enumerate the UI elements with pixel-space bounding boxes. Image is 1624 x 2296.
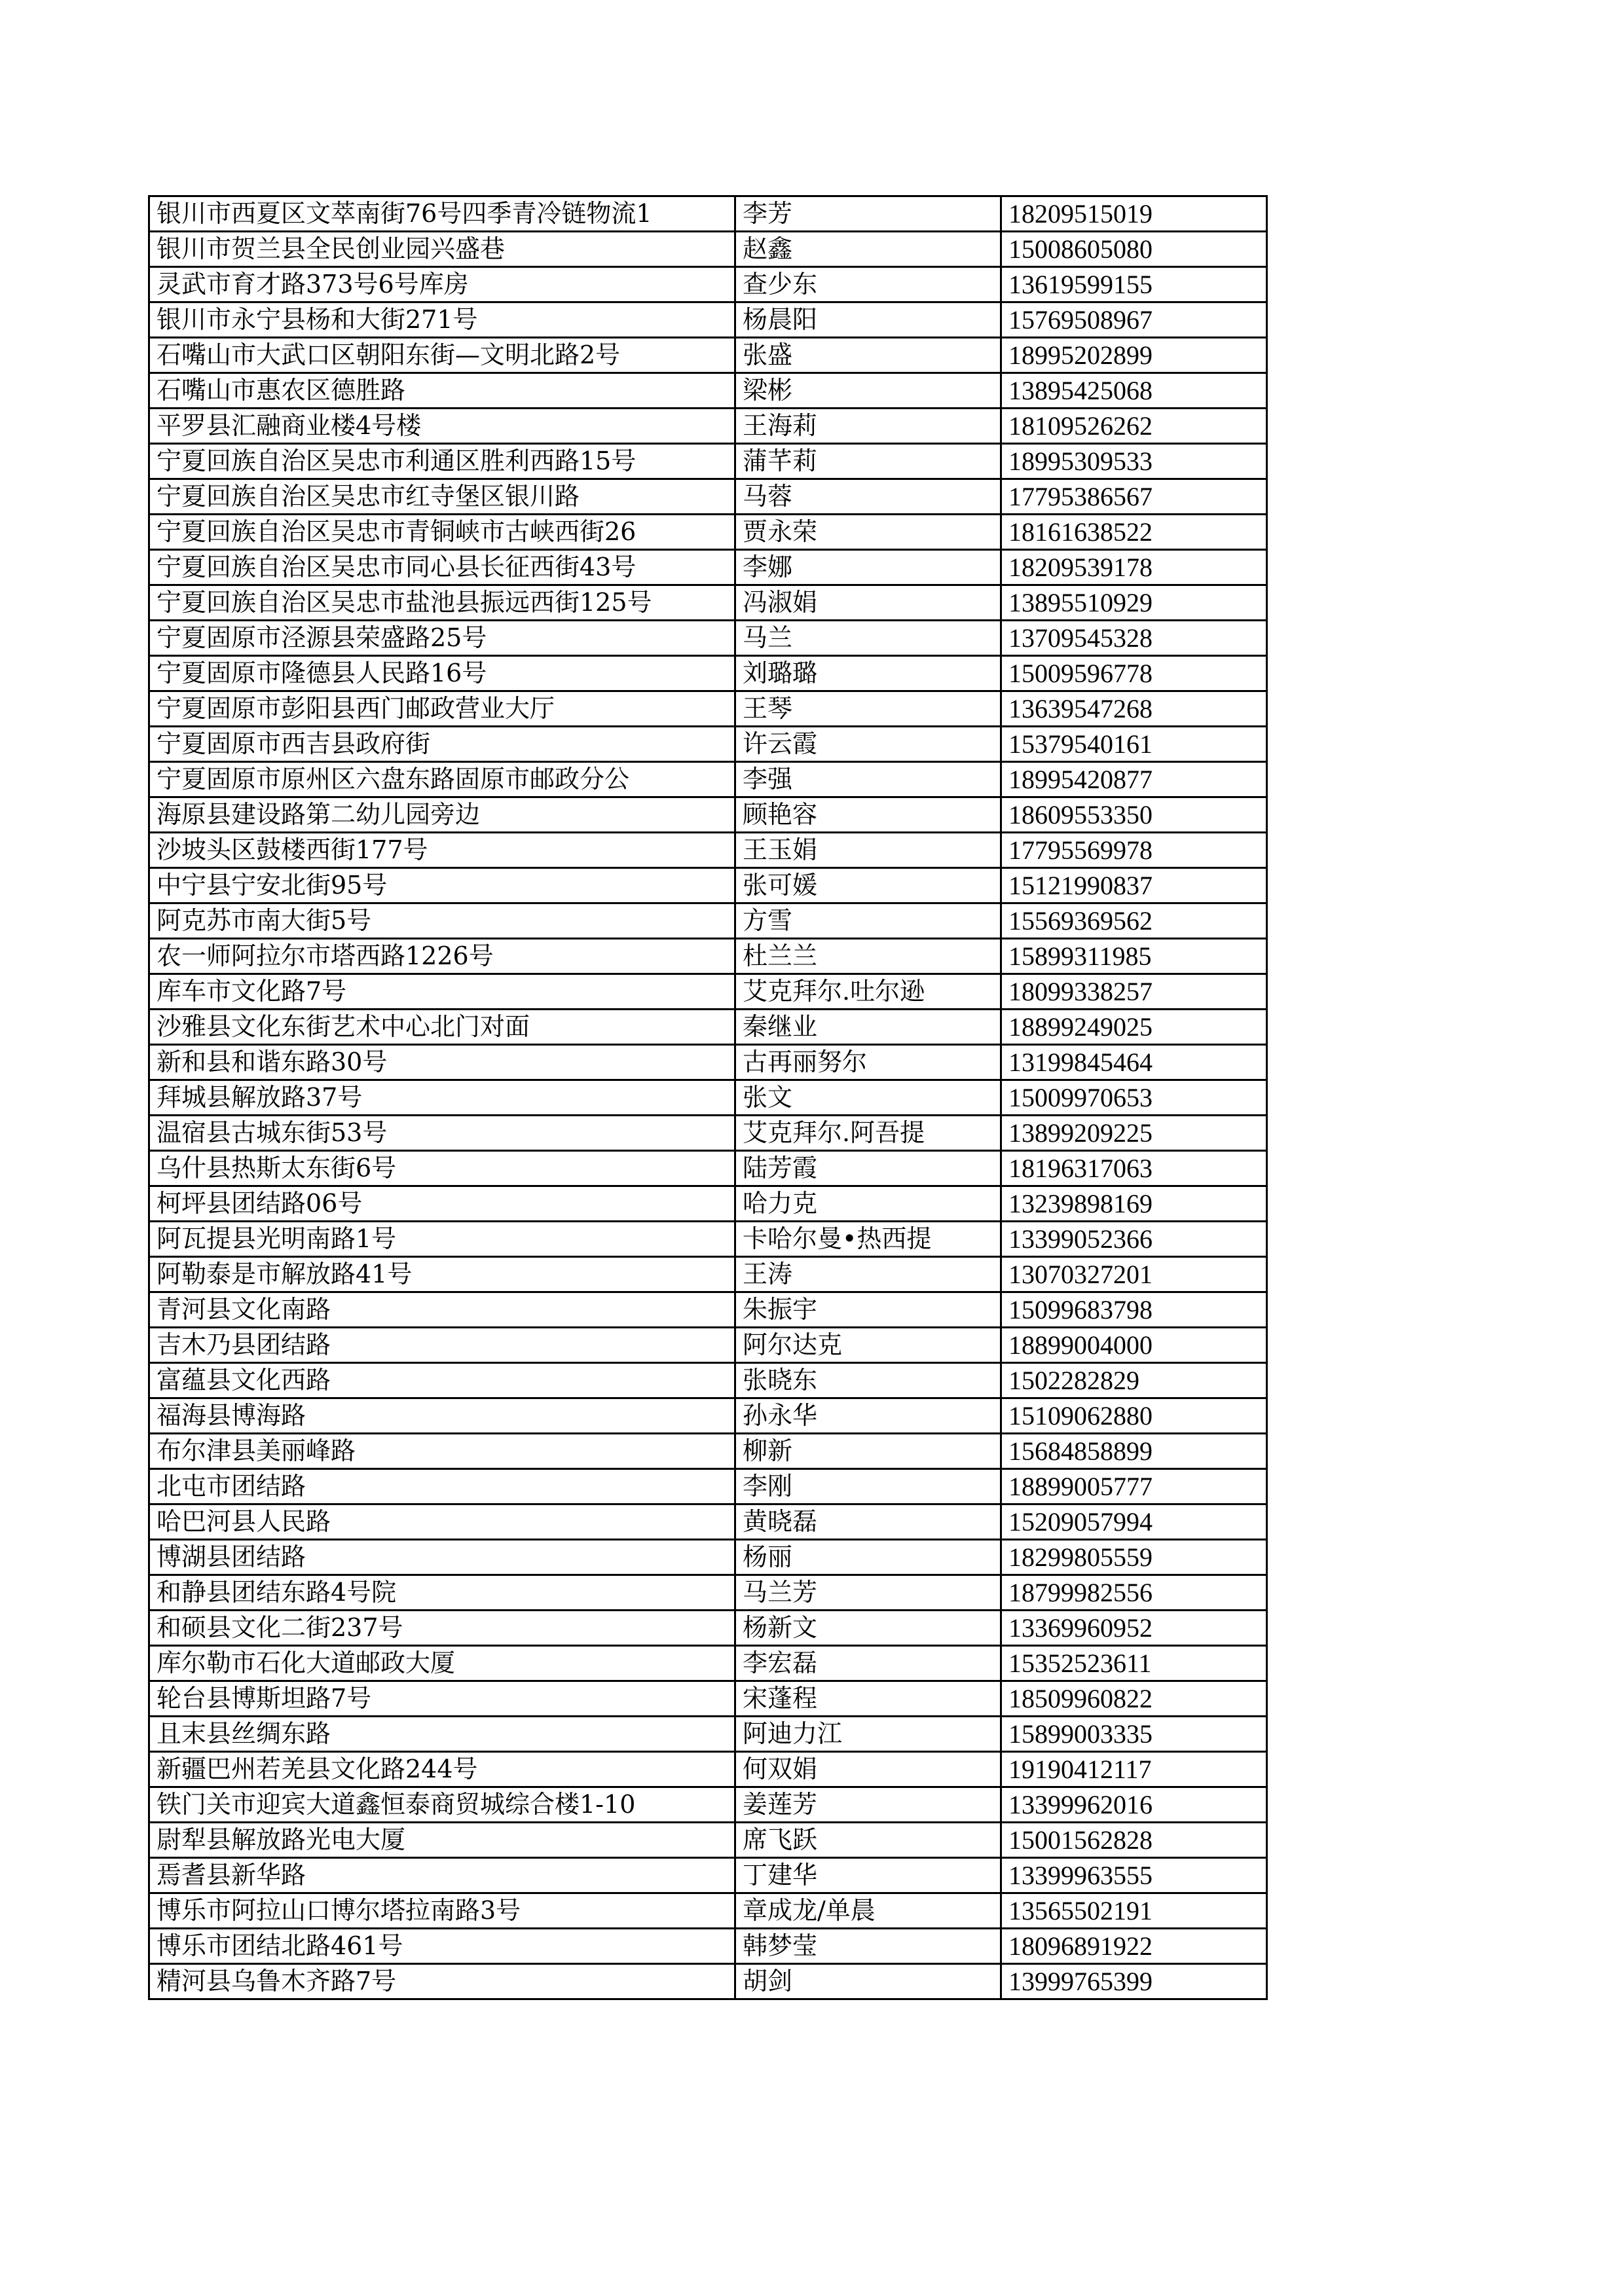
phone-cell: 13369960952 — [1001, 1611, 1267, 1646]
contact-name-cell: 蒲芊莉 — [735, 444, 1001, 479]
table-row — [149, 1186, 1267, 1222]
phone-cell: 15352523611 — [1001, 1646, 1267, 1681]
address-cell: 海原县建设路第二幼儿园旁边 — [149, 797, 735, 833]
contact-name-cell: 王海莉 — [735, 409, 1001, 444]
address-cell: 灵武市育才路373号6号库房 — [149, 267, 735, 302]
phone-cell: 15001562828 — [1001, 1823, 1267, 1858]
phone-cell: 18161638522 — [1001, 515, 1267, 550]
table-row — [149, 1646, 1267, 1681]
address-cell: 富蕴县文化西路 — [149, 1363, 735, 1398]
table-row — [149, 1929, 1267, 1964]
phone-cell: 15008605080 — [1001, 232, 1267, 267]
contact-name-cell: 姜莲芳 — [735, 1787, 1001, 1823]
table-row — [149, 797, 1267, 833]
table-row — [149, 1363, 1267, 1398]
phone-cell: 15899003335 — [1001, 1717, 1267, 1752]
table-row — [149, 727, 1267, 762]
address-cell: 温宿县古城东街53号 — [149, 1116, 735, 1151]
contact-name-cell: 马兰 — [735, 621, 1001, 656]
contact-name-cell: 赵鑫 — [735, 232, 1001, 267]
table-row — [149, 656, 1267, 691]
contact-name-cell: 张文 — [735, 1080, 1001, 1116]
address-cell: 吉木乃县团结路 — [149, 1328, 735, 1363]
contact-name-cell: 杨丽 — [735, 1540, 1001, 1575]
address-cell: 青河县文化南路 — [149, 1292, 735, 1328]
phone-cell: 13399963555 — [1001, 1858, 1267, 1893]
address-cell: 宁夏固原市原州区六盘东路固原市邮政分公 — [149, 762, 735, 797]
address-cell: 宁夏回族自治区吴忠市盐池县振远西街125号 — [149, 585, 735, 621]
table-row — [149, 373, 1267, 409]
contact-name-cell: 何双娟 — [735, 1752, 1001, 1787]
phone-cell: 18899249025 — [1001, 1010, 1267, 1045]
address-cell: 银川市永宁县杨和大街271号 — [149, 302, 735, 338]
address-cell: 阿勒泰是市解放路41号 — [149, 1257, 735, 1292]
address-cell: 新和县和谐东路30号 — [149, 1045, 735, 1080]
table-row — [149, 691, 1267, 727]
table-row — [149, 338, 1267, 373]
address-cell: 沙坡头区鼓楼西街177号 — [149, 833, 735, 868]
phone-cell: 18096891922 — [1001, 1929, 1267, 1964]
phone-cell: 18509960822 — [1001, 1681, 1267, 1717]
table-row — [149, 974, 1267, 1010]
address-cell: 柯坪县团结路06号 — [149, 1186, 735, 1222]
table-row — [149, 1964, 1267, 1999]
phone-cell: 18899005777 — [1001, 1469, 1267, 1504]
table-row — [149, 1292, 1267, 1328]
contact-name-cell: 李娜 — [735, 550, 1001, 585]
phone-cell: 15379540161 — [1001, 727, 1267, 762]
table-row — [149, 1328, 1267, 1363]
table-row — [149, 267, 1267, 302]
table-row — [149, 1681, 1267, 1717]
address-cell: 乌什县热斯太东街6号 — [149, 1151, 735, 1186]
phone-cell: 13895510929 — [1001, 585, 1267, 621]
table-row — [149, 1434, 1267, 1469]
address-cell: 精河县乌鲁木齐路7号 — [149, 1964, 735, 1999]
phone-cell: 18995309533 — [1001, 444, 1267, 479]
contact-table — [148, 195, 1268, 2000]
contact-name-cell: 哈力克 — [735, 1186, 1001, 1222]
phone-cell: 15209057994 — [1001, 1504, 1267, 1540]
phone-cell: 18209539178 — [1001, 550, 1267, 585]
table-row — [149, 1823, 1267, 1858]
phone-cell: 15109062880 — [1001, 1398, 1267, 1434]
phone-cell: 13399052366 — [1001, 1222, 1267, 1257]
contact-name-cell: 章成龙/单晨 — [735, 1893, 1001, 1929]
contact-name-cell: 朱振宇 — [735, 1292, 1001, 1328]
contact-name-cell: 梁彬 — [735, 373, 1001, 409]
table-row — [149, 1222, 1267, 1257]
phone-cell: 13639547268 — [1001, 691, 1267, 727]
contact-name-cell: 秦继业 — [735, 1010, 1001, 1045]
address-cell: 新疆巴州若羌县文化路244号 — [149, 1752, 735, 1787]
phone-cell: 13895425068 — [1001, 373, 1267, 409]
contact-name-cell: 王涛 — [735, 1257, 1001, 1292]
table-row — [149, 1398, 1267, 1434]
address-cell: 宁夏固原市泾源县荣盛路25号 — [149, 621, 735, 656]
table-row — [149, 868, 1267, 903]
phone-cell: 13709545328 — [1001, 621, 1267, 656]
address-cell: 铁门关市迎宾大道鑫恒泰商贸城综合楼1-10 — [149, 1787, 735, 1823]
phone-cell: 15099683798 — [1001, 1292, 1267, 1328]
phone-cell: 13070327201 — [1001, 1257, 1267, 1292]
phone-cell: 18299805559 — [1001, 1540, 1267, 1575]
address-cell: 和静县团结东路4号院 — [149, 1575, 735, 1611]
table-row — [149, 232, 1267, 267]
phone-cell: 15121990837 — [1001, 868, 1267, 903]
phone-cell: 18209515019 — [1001, 196, 1267, 232]
address-cell: 轮台县博斯坦路7号 — [149, 1681, 735, 1717]
phone-cell: 13899209225 — [1001, 1116, 1267, 1151]
phone-cell: 18609553350 — [1001, 797, 1267, 833]
contact-name-cell: 阿迪力江 — [735, 1717, 1001, 1752]
phone-cell: 18099338257 — [1001, 974, 1267, 1010]
contact-name-cell: 冯淑娟 — [735, 585, 1001, 621]
table-row — [149, 903, 1267, 939]
phone-cell: 18995202899 — [1001, 338, 1267, 373]
address-cell: 博乐市团结北路461号 — [149, 1929, 735, 1964]
phone-cell: 18109526262 — [1001, 409, 1267, 444]
address-cell: 银川市西夏区文萃南街76号四季青冷链物流1 — [149, 196, 735, 232]
phone-cell: 1502282829 — [1001, 1363, 1267, 1398]
table-row — [149, 1504, 1267, 1540]
contact-name-cell: 李强 — [735, 762, 1001, 797]
contact-name-cell: 阿尔达克 — [735, 1328, 1001, 1363]
phone-cell: 19190412117 — [1001, 1752, 1267, 1787]
address-cell: 布尔津县美丽峰路 — [149, 1434, 735, 1469]
table-row — [149, 939, 1267, 974]
table-row — [149, 1080, 1267, 1116]
phone-cell: 15569369562 — [1001, 903, 1267, 939]
contact-name-cell: 古再丽努尔 — [735, 1045, 1001, 1080]
contact-name-cell: 陆芳霞 — [735, 1151, 1001, 1186]
address-cell: 宁夏固原市西吉县政府街 — [149, 727, 735, 762]
contact-name-cell: 李刚 — [735, 1469, 1001, 1504]
table-row — [149, 1010, 1267, 1045]
table-row — [149, 1752, 1267, 1787]
table-row — [149, 196, 1267, 232]
table-row — [149, 1540, 1267, 1575]
table-row — [149, 1575, 1267, 1611]
table-row — [149, 1717, 1267, 1752]
address-cell: 宁夏回族自治区吴忠市同心县长征西街43号 — [149, 550, 735, 585]
phone-cell: 18899004000 — [1001, 1328, 1267, 1363]
contact-name-cell: 丁建华 — [735, 1858, 1001, 1893]
contact-name-cell: 艾克拜尔.吐尔逊 — [735, 974, 1001, 1010]
contact-name-cell: 宋蓬程 — [735, 1681, 1001, 1717]
contact-name-cell: 杜兰兰 — [735, 939, 1001, 974]
contact-name-cell: 黄晓磊 — [735, 1504, 1001, 1540]
address-cell: 库车市文化路7号 — [149, 974, 735, 1010]
contact-name-cell: 韩梦莹 — [735, 1929, 1001, 1964]
contact-name-cell: 查少东 — [735, 267, 1001, 302]
address-cell: 农一师阿拉尔市塔西路1226号 — [149, 939, 735, 974]
address-cell: 宁夏固原市隆德县人民路16号 — [149, 656, 735, 691]
table-row — [149, 409, 1267, 444]
address-cell: 尉犁县解放路光电大厦 — [149, 1823, 735, 1858]
address-cell: 平罗县汇融商业楼4号楼 — [149, 409, 735, 444]
table-row — [149, 1045, 1267, 1080]
table-row — [149, 585, 1267, 621]
table-row — [149, 1858, 1267, 1893]
contact-name-cell: 张可媛 — [735, 868, 1001, 903]
contact-name-cell: 胡剑 — [735, 1964, 1001, 1999]
address-cell: 宁夏固原市彭阳县西门邮政营业大厅 — [149, 691, 735, 727]
contact-name-cell: 顾艳容 — [735, 797, 1001, 833]
address-cell: 中宁县宁安北街95号 — [149, 868, 735, 903]
address-cell: 福海县博海路 — [149, 1398, 735, 1434]
address-cell: 阿瓦提县光明南路1号 — [149, 1222, 735, 1257]
contact-name-cell: 刘璐璐 — [735, 656, 1001, 691]
address-cell: 焉耆县新华路 — [149, 1858, 735, 1893]
table-row — [149, 833, 1267, 868]
phone-cell: 18995420877 — [1001, 762, 1267, 797]
phone-cell: 13565502191 — [1001, 1893, 1267, 1929]
address-cell: 阿克苏市南大街5号 — [149, 903, 735, 939]
address-cell: 宁夏回族自治区吴忠市红寺堡区银川路 — [149, 479, 735, 515]
contact-name-cell: 张晓东 — [735, 1363, 1001, 1398]
phone-cell: 15684858899 — [1001, 1434, 1267, 1469]
table-row — [149, 444, 1267, 479]
contact-table-body — [149, 196, 1267, 1999]
contact-name-cell: 王琴 — [735, 691, 1001, 727]
contact-name-cell: 马兰芳 — [735, 1575, 1001, 1611]
contact-name-cell: 马蓉 — [735, 479, 1001, 515]
table-row — [149, 550, 1267, 585]
table-row — [149, 1151, 1267, 1186]
phone-cell: 13399962016 — [1001, 1787, 1267, 1823]
table-row — [149, 1469, 1267, 1504]
contact-name-cell: 杨新文 — [735, 1611, 1001, 1646]
address-cell: 且末县丝绸东路 — [149, 1717, 735, 1752]
address-cell: 拜城县解放路37号 — [149, 1080, 735, 1116]
contact-name-cell: 杨晨阳 — [735, 302, 1001, 338]
phone-cell: 13239898169 — [1001, 1186, 1267, 1222]
table-row — [149, 621, 1267, 656]
phone-cell: 17795569978 — [1001, 833, 1267, 868]
table-row — [149, 1893, 1267, 1929]
table-row — [149, 515, 1267, 550]
contact-name-cell: 李芳 — [735, 196, 1001, 232]
address-cell: 宁夏回族自治区吴忠市青铜峡市古峡西街26 — [149, 515, 735, 550]
phone-cell: 18196317063 — [1001, 1151, 1267, 1186]
address-cell: 北屯市团结路 — [149, 1469, 735, 1504]
contact-name-cell: 卡哈尔曼•热西提 — [735, 1222, 1001, 1257]
address-cell: 银川市贺兰县全民创业园兴盛巷 — [149, 232, 735, 267]
table-row — [149, 1787, 1267, 1823]
phone-cell: 15009970653 — [1001, 1080, 1267, 1116]
address-cell: 博乐市阿拉山口博尔塔拉南路3号 — [149, 1893, 735, 1929]
contact-name-cell: 王玉娟 — [735, 833, 1001, 868]
table-row — [149, 1611, 1267, 1646]
contact-name-cell: 李宏磊 — [735, 1646, 1001, 1681]
table-row — [149, 1116, 1267, 1151]
phone-cell: 13619599155 — [1001, 267, 1267, 302]
address-cell: 库尔勒市石化大道邮政大厦 — [149, 1646, 735, 1681]
address-cell: 石嘴山市惠农区德胜路 — [149, 373, 735, 409]
address-cell: 石嘴山市大武口区朝阳东街—文明北路2号 — [149, 338, 735, 373]
contact-name-cell: 许云霞 — [735, 727, 1001, 762]
address-cell: 博湖县团结路 — [149, 1540, 735, 1575]
table-row — [149, 762, 1267, 797]
contact-name-cell: 席飞跃 — [735, 1823, 1001, 1858]
phone-cell: 13199845464 — [1001, 1045, 1267, 1080]
address-cell: 哈巴河县人民路 — [149, 1504, 735, 1540]
table-row — [149, 479, 1267, 515]
address-cell: 沙雅县文化东街艺术中心北门对面 — [149, 1010, 735, 1045]
address-cell: 宁夏回族自治区吴忠市利通区胜利西路15号 — [149, 444, 735, 479]
contact-name-cell: 张盛 — [735, 338, 1001, 373]
contact-name-cell: 柳新 — [735, 1434, 1001, 1469]
contact-name-cell: 方雪 — [735, 903, 1001, 939]
phone-cell: 15899311985 — [1001, 939, 1267, 974]
address-cell: 和硕县文化二街237号 — [149, 1611, 735, 1646]
phone-cell: 18799982556 — [1001, 1575, 1267, 1611]
contact-name-cell: 孙永华 — [735, 1398, 1001, 1434]
phone-cell: 13999765399 — [1001, 1964, 1267, 1999]
table-row — [149, 1257, 1267, 1292]
contact-name-cell: 艾克拜尔.阿吾提 — [735, 1116, 1001, 1151]
table-row — [149, 302, 1267, 338]
phone-cell: 15769508967 — [1001, 302, 1267, 338]
contact-name-cell: 贾永荣 — [735, 515, 1001, 550]
phone-cell: 15009596778 — [1001, 656, 1267, 691]
phone-cell: 17795386567 — [1001, 479, 1267, 515]
